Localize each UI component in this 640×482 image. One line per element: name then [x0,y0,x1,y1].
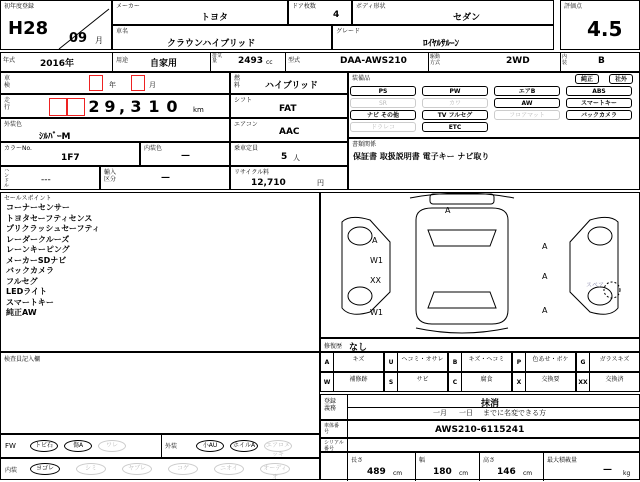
legend-label: 交換済 [605,376,624,383]
sales-point: トヨタセーフティセンス [6,213,93,223]
interior-item: オーディオ [260,463,290,475]
sales-point: 純正AW [6,308,37,317]
aircon-value: AAC [279,127,300,137]
equipment-caption: 装備品 [352,75,371,82]
handle-value: --- [41,175,51,185]
doors-box [288,0,352,25]
registration-note-day: 一日 [459,409,473,417]
grade-value: ﾛｲﾔﾙｻﾙｰﾝ [423,39,460,49]
sales-point: レーダークルーズ [6,234,70,244]
interior-item: コゲ [168,463,198,475]
legend-label: 腐食 [480,376,493,383]
sales-points-list [0,202,320,342]
legend-label: サビ [416,376,429,383]
legend-cell [512,352,576,372]
equipment-item: SR [350,98,416,108]
year-value: 2016年 [40,59,75,69]
capacity-caption: 乗車定員 [234,145,259,152]
inspection-year-unit: 年 [109,81,116,89]
legend-cell [384,372,448,392]
legend-cell [448,372,512,392]
legend-label: 交換要 [541,376,560,383]
mileage-digit: 3 [130,97,142,116]
year-caption: 年式 [3,57,16,64]
maker-box [112,0,288,25]
color-no-caption: カラーNo. [4,145,32,152]
exterior-caption: 外装 [165,443,178,450]
doors-caption: ドア枚数 [292,3,316,10]
color-caption: 外装色 [4,121,23,128]
era: H28 [8,18,49,39]
legend-cell [576,352,640,372]
equipment-item: TV フルセグ [422,110,488,120]
equipment-item: カワ [422,98,488,108]
drive-caption: 駆動方式 [430,54,441,66]
displacement-caption: 排気量 [212,53,223,64]
mileage-unit: km [193,106,204,114]
legend-code: X [513,373,526,391]
interior-item: シミ [76,463,106,475]
documents-value: 保証書 取扱説明書 電子キー ナビ取り [353,152,490,161]
equipment-item: ABS [566,86,632,96]
use-value: 自家用 [150,59,178,69]
equipment-item: ドラレコ [350,122,416,132]
equipment-item: スマートキー [566,98,632,108]
doors-value: 4 [333,10,340,20]
inspection-caption: 車検 [4,75,11,89]
width-caption: 幅 [419,457,426,464]
legend-label: キズ [352,356,365,363]
car-name-box [112,25,332,50]
aftermarket-tag: 社外 [609,74,633,84]
dimensions-box [320,452,640,480]
diagram-mark: XX [370,276,381,285]
month-unit: 月 [95,36,103,45]
fw-caption: FW [5,442,16,450]
drive-value: 2WD [506,56,530,66]
legend-code: G [577,353,590,371]
chassis-caption: 車体番号 [324,423,340,435]
handle-box [0,166,100,190]
maker-value: トヨタ [201,13,229,23]
legend-cell [512,372,576,392]
sales-point: コーナーセンサー [6,203,70,212]
color-no-box [0,142,140,166]
aircon-caption: エアコン [234,121,258,128]
fuel-value: ハイブリッド [265,81,319,91]
use-caption: 用途 [116,57,129,64]
width-value: 180 [433,467,452,477]
load-unit: kg [623,470,631,477]
interior-items [0,458,320,480]
registration-value: 抹消 [481,399,500,409]
fw-item: ホイルA [230,440,258,452]
chassis-value: AWS210-6115241 [435,425,525,435]
sales-point: メーカーSDナビ [6,255,67,265]
serial-box [320,438,640,452]
equipment-item: ナビ その他 [350,110,416,120]
diagram-mark: A [445,206,451,215]
documents-caption: 書類関係 [352,141,377,148]
legend-grid [320,352,640,392]
score-value: 4.5 [587,17,623,41]
equipment-item: PS [350,86,416,96]
legend-cell [320,352,384,372]
serial-caption: シリアル番号 [324,440,344,452]
mileage-digit: 0 [166,97,178,116]
legend-label: 補修跡 [349,376,368,383]
sales-point: バックカメラ [6,266,54,275]
height-unit: cm [523,470,533,477]
body-value: セダン [453,13,481,23]
model-value: DAA-AWS210 [340,56,407,66]
equipment-item: フロアマット [494,110,560,120]
legend-code: U [385,353,398,371]
car-name-caption: 車名 [116,28,129,35]
registration-caption: 登録義務 [324,398,337,412]
fuel-box [230,72,348,94]
legend-code: B [449,353,462,371]
legend-code: P [513,353,526,371]
height-value: 146 [497,467,516,477]
displacement-unit: cc [266,59,273,66]
registration-note-month: 一月 [433,409,447,417]
legend-code: XX [577,373,590,391]
handle-caption: ハンドル [4,168,10,189]
interior-color-caption: 内装色 [144,145,163,152]
diagram-mark: W1 [370,308,383,317]
mileage-digit: 9 [104,97,116,116]
equipment-item: バックカメラ [566,110,632,120]
inspection-month-box [131,75,145,91]
legend-cell [576,372,640,392]
inspection-box [0,72,230,94]
mileage-frame [49,98,67,116]
month: 09 [69,31,88,46]
mileage-box [0,94,230,118]
fw-item: 傷A [64,440,92,452]
import-value: — [161,173,170,183]
registration-year-box [0,0,112,50]
width-unit: cm [459,470,469,477]
aircon-box [230,118,348,142]
legend-label: キズ・ヘコミ [468,356,505,363]
recycle-box [230,166,348,190]
shift-caption: シフト [234,97,253,104]
recycle-caption: リサイクル料 [234,169,270,176]
sales-point: LEDライト [6,287,47,296]
legend-code: A [321,353,334,371]
length-unit: cm [393,470,403,477]
documents-box [348,138,640,190]
inspection-month-unit: 月 [149,81,156,89]
sales-point: スマートキー [6,297,54,307]
mileage-digit: 1 [148,97,160,116]
sales-point: フルセグ [6,276,38,286]
import-caption: 輸入区分 [104,169,117,183]
length-value: 489 [367,467,386,477]
load-value: — [603,465,612,475]
year-row [0,52,640,72]
interior-item: ニオイ [214,463,244,475]
legend-cell [384,352,448,372]
sales-point: レーンキーピング [6,245,70,254]
legend-label: ヘコミ・オサレ [401,356,444,363]
diagram-mark: W1 [370,256,383,265]
repair-caption: 修復歴 [324,343,343,350]
score-box [560,0,640,50]
equipment-grid [350,86,640,136]
mileage-caption: 走行 [4,97,11,111]
legend-code: W [321,373,334,391]
interior-color-value: — [181,151,190,161]
body-caption: ボディ形状 [356,3,386,10]
fw-item: 小AU [196,440,224,452]
fw-item: トビ石 [30,440,58,452]
repair-box [320,338,640,352]
car-diagram [320,192,640,338]
recycle-value: 12,710 [251,178,286,188]
mileage-digit: , [118,97,126,116]
color-value: ｼﾙﾊﾞｰM [39,132,71,142]
equipment-item: PW [422,86,488,96]
interior-value: B [598,56,605,66]
diagram-mark: A [542,306,548,315]
displacement-value: 2493 [238,56,264,66]
shift-value: FAT [279,104,297,114]
fuel-caption: 燃料 [234,75,241,89]
diagram-mark: A [542,242,548,251]
slash-mark [1,1,113,51]
score-caption: 評価点 [564,3,583,10]
interior-color-box [140,142,230,166]
inspection-notes-caption: 検査員記入欄 [4,356,41,363]
shift-box [230,94,348,118]
recycle-unit: 円 [317,179,324,187]
legend-label: 色あせ・ボケ [532,356,569,363]
body-box [352,0,554,25]
grade-caption: グレード [336,28,361,35]
genuine-tag: 純正 [575,74,599,84]
color-no-value: 1F7 [61,153,80,163]
interior-item: ヨゴレ [30,463,60,475]
diagram-mark: A [372,236,378,245]
inspection-notes-box [0,352,320,434]
capacity-value: 5 [281,152,288,162]
registration-note: までに名変できる方 [483,409,546,417]
legend-code: S [385,373,398,391]
equipment-item: エアB [494,86,560,96]
grade-box [332,25,554,50]
mileage-digit: 2 [88,97,100,116]
fw-item: ワレ [98,440,126,452]
capacity-unit: 人 [293,154,300,162]
registration-box [320,394,640,420]
color-box [0,118,230,142]
legend-cell [448,352,512,372]
legend-code: C [449,373,462,391]
capacity-box [230,142,348,166]
sales-point: プリクラッシュセーフティ [6,224,100,233]
sales-points-caption: セールスポイント [4,195,52,202]
model-caption: 型式 [288,57,301,64]
interior-item: ヤブレ [122,463,152,475]
maker-caption: メーカー [116,3,140,10]
car-name-value: クラウンハイブリッド [167,39,256,49]
repair-value: なし [349,343,368,353]
inspection-year-box [89,75,103,91]
chassis-box [320,420,640,438]
equipment-item: ETC [422,122,488,132]
spare-label: スペア [586,282,605,289]
legend-label: ガラスキズ [599,356,630,363]
equipment-item: AW [494,98,560,108]
fw-items [0,434,320,458]
interior-row-caption: 内装 [5,467,18,474]
interior-caption: 内装 [562,54,568,66]
mileage-frame [67,98,85,116]
load-caption: 最大積載量 [547,457,578,464]
diagram-mark: A [542,272,548,281]
import-box [100,166,230,190]
fw-item: エアロメッキ [265,442,290,458]
legend-cell [320,372,384,392]
height-caption: 高さ [483,457,496,464]
reg-caption: 初年度登録 [4,3,35,10]
length-caption: 長さ [351,457,364,464]
